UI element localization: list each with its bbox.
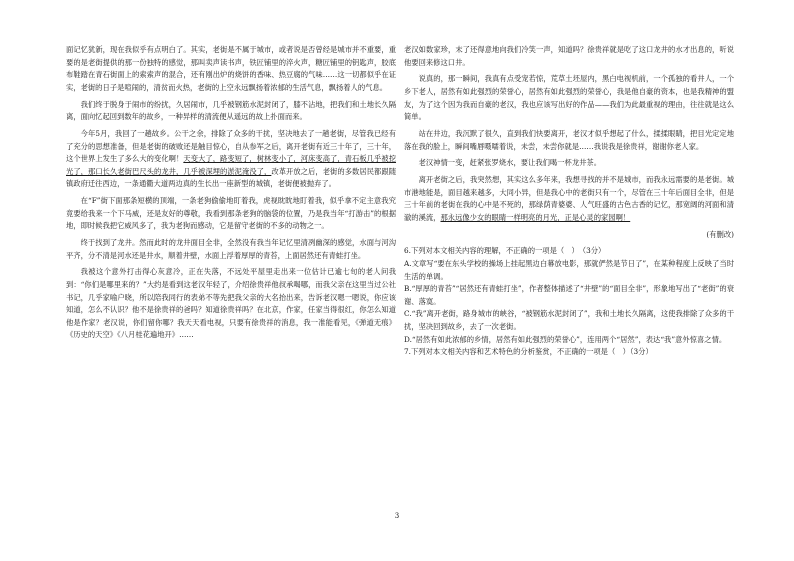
source-note: (有删改) <box>706 229 734 239</box>
question-6-option-c: C.“我”离开老街，路身城市的峡谷，“被钢筋水泥封闭了”，我和土地长久隔离，这使我排除了众多的干扰，坚决回到故乡，去了一次老街。 <box>404 309 734 331</box>
paragraph-text: 改革开放之后，老街的多数居民都跟随镇政府迁往西边，一条通衢大道两边真的生长出一座新型的城镇，老街便被抛弃了。 <box>66 166 397 189</box>
question-6-option-a: A.文章写“要在东头学校的操场上挂起黑边白幕放电影，那就俨然是节日了”，在某种程度上反映了当时生活的单调。 <box>404 259 734 281</box>
paragraph-text: 离开老街之后，我突然想，其实这么多年来，我想寻找的并不是城市，而我永远需要的是老街。城市港地能是，面目越来越多，大同小异，但是我心中的老街只有一个，尽管在三十年后面目全非，但是三十年前的老街在我的心中是不死的，那绿荫青婆婆、人气旺盛的古色古香的记忆，那宽阔的河面和清澈的溪流， <box>404 175 734 222</box>
paragraph: 老汉如数家珍，末了还得意地向我们冷笑一声，知道吗？徐贵祥就是吃了这口龙井的水才出息的，听说他要回来修这口井。 <box>404 45 734 67</box>
underlined-sentence: 天变大了，路变短了，树林变小了，河床变高了，青石板几乎被挖光了，那口长久老街巴尺头的龙井，几乎被深埋的淤泥淹没了， <box>66 154 397 176</box>
question-6-option-b: B.“厚厚的青苔”“居然还有青蛙打坐”，作者整体描述了“井壁”的“面目全非”，形象地写出了“老街”的衰谢、落寞。 <box>404 284 734 306</box>
paragraph-text: 今年5月，我回了一趟故乡。公干之余，排除了众多的干扰，坚决地去了一趟老街，尽管我已经有了充分的思想准备，但是老街的破败还是触目惊心，自从参军之后，离开老街有近三十年了，三十年，这个世界上发生了多么大的变化啊！ <box>66 128 396 164</box>
question-7-stem: 7.下列对本文相关内容和艺术特色的分析鉴赏，不正确的一项是（ ）（3分） <box>404 347 653 357</box>
paragraph: 我被这个意外打击得心灰意冷，正在失落，不远处平屋里走出来一位估计已逾七旬的老人问我到：“你们是哪里来的？”大约是看到这老汉年轻了，介绍徐贵祥他叔承喝哪，而我父亲在这里当过公社书记，几乎家喻户晓，所以陪我同行的表弟不等先把我父亲的大名抬出来，告诉老汉嗯一嗯说，你应该知道，怎么不认识？他不是徐贵祥的爸吗？知道徐贵祥吗？在北京，作家，任家当得很红，你怎么知道他是作家？老汉说，你们留你哪？我天天看电视，只要有徐贵祥的消息，我一准能看见，《弹道无痕》《历史的天空》《八月桂花遍地开》…… <box>66 267 396 340</box>
left-column <box>66 44 396 346</box>
paragraph: 说真的，那一瞬间，我真有点受宠若惊，荒草土坯屋内，黑白电视机前，一个孤独的看井人，一个乡下老人，居然有如此强烈的荣誉心，居然有如此强烈的荣誉心，我是他自豪的资本，也是我精神的盟友，为了这个因为我而自豪的老汉，我也应该写出好的作品——我们为此最重视的理由，往往就是这么简单。 <box>404 74 734 122</box>
question-6-stem: 6.下列对本文相关内容的理解，不正确的一项是（ ） （3分） <box>404 246 606 256</box>
paragraph: 我们终于脱身于闹市的纷扰，久居闹市，几乎被钢筋水泥封闭了，膝不沾地，把我们和土地长久隔离，面向忆起回到数年的故乡，一种异样的清流便从遥远的故上扑面而来。 <box>66 99 396 122</box>
paragraph: 面记忆犹新，现在我似乎有点明白了。其实，老街是不属于城市，或者说是否曾经是城市并不重要，重要的是老街提供的那一份独特的感觉，那叫卖声读书声，铁匠铺里的淬火声，糖匠铺里的钥匙声，胶底布鞋踏在青石街面上的索索声的混合，还有刚出炉的烧饼的香味、热豆腐的气味……这一切都似乎在证实，老街的日子是喧闹的，清贫而火热，老街的上空永远飘扬着浓郁的生活气息，飘扬着人的气息。 <box>66 45 396 92</box>
paragraph: 站在井边，我沉默了很久，直到我们快要离开，老汉才似乎想起了什么，揉揉眼睛，把目光定定地落在我的脸上，瞬间嘴唇嗫嚅着说，未尝，未尝你就是……我说我是徐贵祥，谢谢你老人家。 <box>404 128 734 151</box>
question-6-option-d: D.“居然有如此浓郁的乡情，居然有如此强烈的荣誉心”，连用两个“居然”，表达“我”意外惊喜之情。 <box>404 334 727 344</box>
paragraph: 终于找到了龙井。然而此时的龙井面目全非，全然没有我当年记忆里清冽幽深的感觉，水面与河沟平齐，分不清是河水还是井水，顺着井壁，水面上浮着厚厚的青苔，上面居然还有青蛙打坐。 <box>66 238 396 260</box>
paragraph: 在“F”街下面那条短横的顶端，一条老狗偷偷地盯着我，虎视眈眈地盯着我，似乎拿不定主意我究竟要给我来一个下马威，还是友好的尊敬，我看到那条老狗的脑袋的位置，乃是我当年“打游击”的根据地，即时候我把它威风多了，我为老狗而感动，它是留守老街的不多的动物之一。 <box>66 196 396 231</box>
underlined-sentence: 那永远像少女的眼睛一样明亮的月光，正是心灵的家园啊！ <box>440 212 631 222</box>
paragraph <box>404 174 734 224</box>
right-column <box>404 44 734 359</box>
page-number: 3 <box>394 512 400 520</box>
paragraph: 老汉神情一变，赶紧张罗烧水，要让我们喝一杯龙井茶。 <box>418 158 602 168</box>
paragraph <box>66 128 396 191</box>
